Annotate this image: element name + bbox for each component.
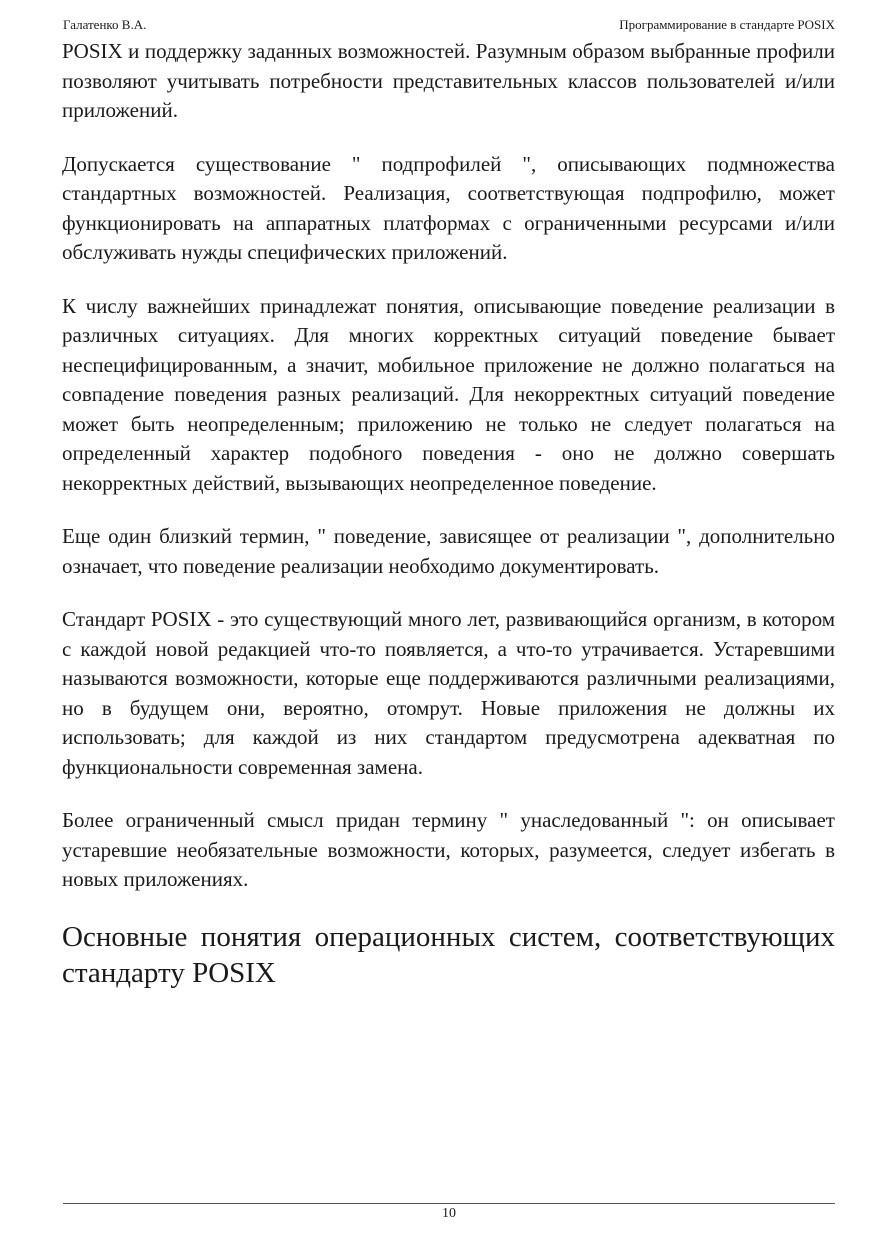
header-author: Галатенко В.А. [63,17,147,32]
page-body [62,37,835,991]
running-header [63,16,835,34]
paragraph: POSIX и поддержку заданных возможностей. Разумным образом выбранные профили позволяют учитывать потребности представительных классов пользователей и/или приложений. [62,39,835,122]
paragraph: Допускается существование " подпрофилей ", описывающих подмножества стандартных возможностей. Реализация, соответствующая подпрофилю, может функционировать на аппаратных платформах с ограниченными ресурсами и/или обслуживать нужды специфических приложений. [62,151,835,264]
section-heading: Основные понятия операционных систем, соответствующих стандарту POSIX [62,920,835,989]
paragraph: Стандарт POSIX - это существующий много лет, развивающийся организм, в котором с каждой новой редакцией что-то появляется, а что-то утрачивается. Устаревшими называются возможности, которые еще поддерживаются различными реализациями, но в будущем они, вероятно, отомрут. Новые приложения не должны их использовать; для каждой из них стандартом предусмотрена адекватная по функциональности современная замена. [62,607,835,779]
paragraph: Еще один близкий термин, " поведение, зависящее от реализации ", дополнительно означает, что поведение реализации необходимо документировать. [62,524,835,578]
page-number: 10 [442,1206,456,1221]
paragraph: К числу важнейших принадлежат понятия, описывающие поведение реализации в различных ситуациях. Для многих корректных ситуаций поведение бывает неспецифицированным, а значит, мобильное приложение не должно полагаться на совпадение поведения разных реализаций. Для некорректных ситуаций поведение может быть неопределенным; приложению не только не следует полагаться на определенный характер подобного поведения - оно не должно совершать некорректных действий, вызывающих неопределенное поведение. [62,293,835,495]
header-book-title: Программирование в стандарте POSIX [619,17,835,32]
footer-divider [63,1203,835,1204]
paragraph: Более ограниченный смысл придан термину " унаследованный ": он описывает устаревшие необязательные возможности, которых, разумеется, следует избегать в новых приложениях. [62,808,835,891]
